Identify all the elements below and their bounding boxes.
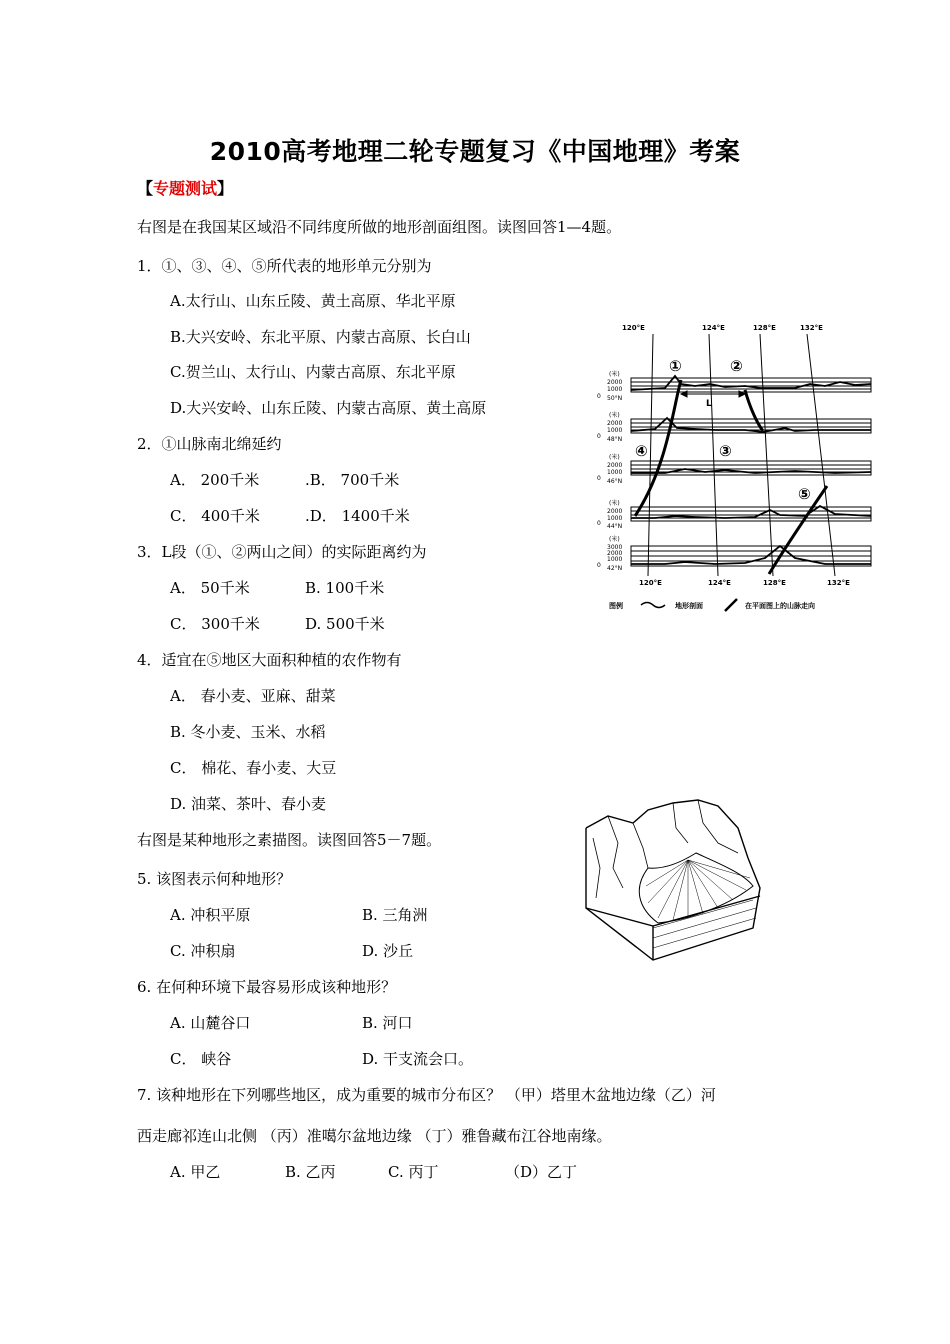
latitude-label: 46°N (607, 478, 623, 485)
intro-text-2: 右图是某种地形之素描图。读图回答5－7题。 (137, 831, 442, 849)
svg-text:2000: 2000 (607, 462, 623, 469)
svg-text:1000: 1000 (607, 556, 623, 563)
segment-L-label: L (706, 399, 712, 409)
svg-text:(米): (米) (609, 454, 620, 461)
intro-text-1: 右图是在我国某区域沿不同纬度所做的地形剖面组图。读图回答1—4题。 (137, 218, 622, 236)
latitude-label: 48°N (607, 436, 623, 443)
terrain-profile-line (631, 506, 871, 518)
svg-text:1000: 1000 (607, 469, 623, 476)
latitude-label: 50°N (607, 395, 623, 402)
question-1-stem: 1．①、③、④、⑤所代表的地形单元分别为 (137, 257, 432, 275)
marker-2: ② (730, 357, 743, 375)
legend-trend-symbol (725, 599, 737, 611)
question-2-option-a: A． 200千米 (170, 471, 260, 489)
meridian-line (807, 334, 835, 576)
marker-5: ⑤ (798, 485, 811, 503)
meridian-line (648, 334, 653, 576)
meridian-line (760, 334, 773, 576)
question-7-option-b: B. 乙丙 (285, 1163, 336, 1181)
legend-profile-symbol (641, 603, 665, 608)
longitude-label: 124°E (708, 579, 731, 587)
svg-text:0: 0 (597, 475, 601, 482)
svg-text:2000: 2000 (607, 379, 623, 386)
question-6-option-c: C． 峡谷 (170, 1050, 232, 1068)
section-heading: 【专题测试】 (137, 179, 234, 198)
question-7-option-d: （D）乙丁 (505, 1163, 578, 1181)
block-outline (586, 828, 760, 960)
terrain-profile-line (631, 469, 871, 473)
question-4-option-b: B. 冬小麦、玉米、水稻 (170, 723, 326, 741)
mountain-trend-line (745, 390, 763, 431)
figure-legend (609, 599, 815, 611)
question-3-option-c: C． 300千米 (170, 615, 260, 633)
legend-trend-label: 在平面图上的山脉走向 (745, 602, 815, 610)
question-6-option-a: A. 山麓谷口 (170, 1014, 251, 1032)
longitude-label: 132°E (800, 324, 823, 332)
fan-outline (639, 853, 753, 923)
question-2-option-b: .B． 700千米 (305, 471, 400, 489)
legend-title: 图例 (609, 602, 623, 610)
question-2-option-d: .D． 1400千米 (305, 507, 410, 525)
question-1-option-d: D.大兴安岭、山东丘陵、内蒙古高原、黄土高原 (170, 399, 487, 417)
svg-text:1000: 1000 (607, 386, 623, 393)
longitude-label: 128°E (763, 579, 786, 587)
svg-text:1000: 1000 (607, 515, 623, 522)
question-7-stem-line-1: 7. 该种地形在下列哪些地区，成为重要的城市分布区？ （甲）塔里木盆地边缘（乙）河 (137, 1086, 716, 1104)
question-4-option-a: A． 春小麦、亚麻、甜菜 (170, 687, 336, 705)
svg-text:2000: 2000 (607, 420, 623, 427)
question-5-option-a: A. 冲积平原 (170, 906, 251, 924)
unit-label: (米) (609, 371, 620, 378)
question-6-option-d: D. 干支流会口。 (362, 1050, 474, 1068)
longitude-label: 120°E (622, 324, 645, 332)
question-4-option-d: D. 油菜、茶叶、春小麦 (170, 795, 327, 813)
marker-3: ③ (719, 442, 732, 460)
question-3-option-d: D. 500千米 (305, 615, 385, 633)
mountain-ridge (586, 800, 748, 858)
svg-text:0: 0 (597, 433, 601, 440)
svg-text:(米): (米) (609, 536, 620, 543)
question-4-stem: 4．适宜在⑤地区大面积种植的农作物有 (137, 651, 402, 669)
question-6-option-b: B. 河口 (362, 1014, 413, 1032)
svg-text:0: 0 (597, 562, 601, 569)
latitude-label: 42°N (607, 565, 623, 572)
question-5-option-d: D. 沙丘 (362, 942, 414, 960)
marker-1: ① (669, 357, 682, 375)
question-5-option-c: C. 冲积扇 (170, 942, 236, 960)
question-4-option-c: C． 棉花、春小麦、大豆 (170, 759, 337, 777)
latitude-label: 44°N (607, 523, 623, 530)
meridian-line (709, 334, 718, 576)
legend-profile-label: 地形剖面 (675, 602, 703, 610)
svg-text:0: 0 (597, 520, 601, 527)
svg-text:0: 0 (597, 393, 601, 400)
marker-4: ④ (635, 442, 648, 460)
question-5-stem: 5. 该图表示何种地形？ (137, 870, 292, 888)
question-6-stem: 6. 在何种环境下最容易形成该种地形？ (137, 978, 397, 996)
question-1-option-b: B.大兴安岭、东北平原、内蒙古高原、长白山 (170, 328, 471, 346)
question-7-option-c: C. 丙丁 (388, 1163, 439, 1181)
question-7-stem-line-2: 西走廊祁连山北侧 （丙）准噶尔盆地边缘 （丁）雅鲁藏布江谷地南缘。 (137, 1127, 612, 1145)
longitude-label: 120°E (639, 579, 662, 587)
svg-text:1000: 1000 (607, 427, 623, 434)
longitude-label: 124°E (702, 324, 725, 332)
question-1-option-a: A.太行山、山东丘陵、黄土高原、华北平原 (170, 292, 456, 310)
svg-text:2000: 2000 (607, 550, 623, 557)
svg-text:2000: 2000 (607, 508, 623, 515)
longitude-label: 132°E (827, 579, 850, 587)
longitude-label: 128°E (753, 324, 776, 332)
page-title: 2010高考地理二轮专题复习《中国地理》考案 (209, 137, 741, 166)
question-1-option-c: C.贺兰山、太行山、内蒙古高原、东北平原 (170, 363, 456, 381)
question-5-option-b: B. 三角洲 (362, 906, 428, 924)
svg-text:(米): (米) (609, 412, 620, 419)
svg-text:(米): (米) (609, 500, 620, 507)
terrain-profile-figure (595, 318, 885, 630)
svg-text:3000: 3000 (607, 544, 623, 551)
question-3-option-b: B. 100千米 (305, 579, 385, 597)
alluvial-fan-sketch (578, 798, 778, 968)
question-3-option-a: A． 50千米 (170, 579, 250, 597)
question-3-stem: 3．L段（①、②两山之间）的实际距离约为 (137, 543, 427, 561)
question-2-stem: 2．①山脉南北绵延约 (137, 435, 282, 453)
question-2-option-c: C． 400千米 (170, 507, 260, 525)
question-7-option-a: A. 甲乙 (170, 1163, 221, 1181)
